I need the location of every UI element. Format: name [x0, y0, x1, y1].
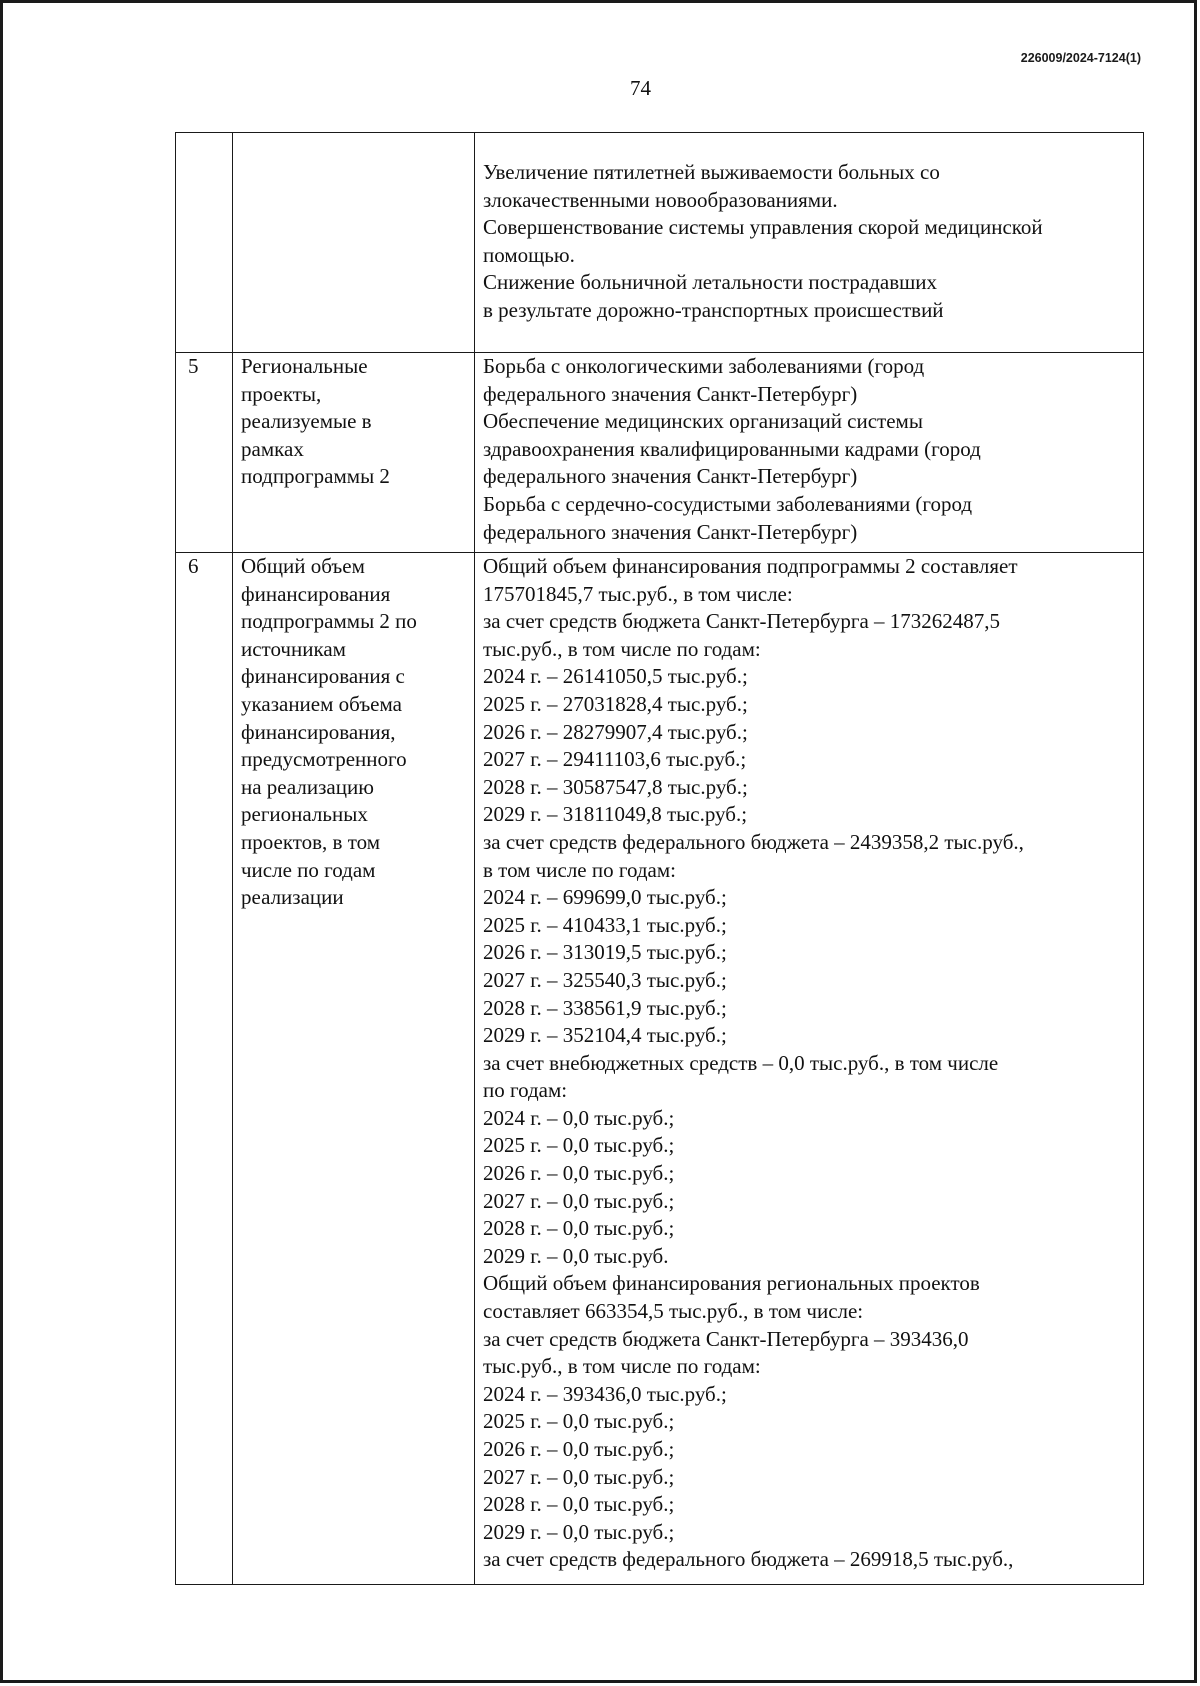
content-line: помощью. — [483, 242, 575, 267]
row-content-cell — [475, 133, 1144, 353]
label-line: проектов, в том — [241, 829, 381, 854]
content-line: 2024 г. – 0,0 тыс.руб.; — [483, 1105, 675, 1130]
content-line: 2024 г. – 26141050,5 тыс.руб.; — [483, 664, 748, 689]
content-line: за счет средств федерального бюджета – 2439358,2 тыс.руб., — [483, 829, 1024, 854]
content-line: составляет 663354,5 тыс.руб., в том числе: — [483, 1299, 864, 1324]
content-line: федерального значения Санкт-Петербург) — [483, 381, 858, 406]
label-line: указанием объема — [241, 691, 402, 716]
row-label-cell — [233, 553, 475, 1585]
content-line: 2028 г. – 30587547,8 тыс.руб.; — [483, 774, 748, 799]
content-line: Борьба с онкологическими заболеваниями (город — [483, 354, 925, 378]
content-line: 2029 г. – 0,0 тыс.руб.; — [483, 1519, 675, 1544]
content-line: тыс.руб., в том числе по годам: — [483, 636, 761, 661]
label-line: подпрограммы 2 по — [241, 609, 417, 634]
content-line: в результате дорожно-транспортных происшествий — [483, 297, 944, 322]
content-line: за счет средств бюджета Санкт-Петербурга – 393436,0 — [483, 1326, 969, 1351]
row-number: 6 — [188, 554, 199, 578]
content-line: злокачественными новообразованиями. — [483, 187, 838, 212]
row-number-cell — [176, 133, 233, 353]
content-line: Снижение больничной летальности пострадавших — [483, 270, 938, 295]
document-id: 226009/2024-7124(1) — [1020, 51, 1141, 65]
content-line: в том числе по годам: — [483, 857, 676, 882]
content-line: Общий объем финансирования подпрограммы 2 составляет — [483, 554, 1018, 578]
content-line: 2025 г. – 0,0 тыс.руб.; — [483, 1409, 675, 1434]
content-line: 2026 г. – 28279907,4 тыс.руб.; — [483, 719, 748, 744]
content-line: 2027 г. – 0,0 тыс.руб.; — [483, 1464, 675, 1489]
content-line: 175701845,7 тыс.руб., в том числе: — [483, 581, 793, 606]
label-line: финансирования, — [241, 719, 396, 744]
content-line: тыс.руб., в том числе по годам: — [483, 1354, 761, 1379]
label-line: Региональные — [241, 354, 368, 378]
label-line: числе по годам — [241, 857, 376, 882]
label-line: источникам — [241, 636, 346, 661]
content-line: 2025 г. – 0,0 тыс.руб.; — [483, 1133, 675, 1158]
label-line: региональных — [241, 802, 368, 827]
content-line: за счет средств бюджета Санкт-Петербурга – 173262487,5 — [483, 609, 1001, 634]
content-line: 2027 г. – 0,0 тыс.руб.; — [483, 1188, 675, 1213]
content-line: Увеличение пятилетней выживаемости больных со — [483, 160, 940, 184]
content-line: здравоохранения квалифицированными кадрами (город — [483, 436, 981, 461]
label-line: проекты, — [241, 381, 322, 406]
content-line: 2027 г. – 325540,3 тыс.руб.; — [483, 967, 727, 992]
label-line: на реализацию — [241, 774, 374, 799]
row-number-cell — [176, 553, 233, 1585]
row-label-cell — [233, 133, 475, 353]
content-line: 2027 г. – 29411103,6 тыс.руб.; — [483, 747, 747, 772]
label-line: финансирования — [241, 581, 391, 606]
content-line: 2026 г. – 313019,5 тыс.руб.; — [483, 940, 727, 965]
content-line: 2029 г. – 352104,4 тыс.руб.; — [483, 1023, 727, 1048]
content-line: 2028 г. – 338561,9 тыс.руб.; — [483, 995, 727, 1020]
label-line: Общий объем — [241, 554, 365, 578]
content-line: Совершенствование системы управления скорой медицинской — [483, 215, 1043, 240]
content-line: 2024 г. – 699699,0 тыс.руб.; — [483, 885, 727, 910]
content-line: 2028 г. – 0,0 тыс.руб.; — [483, 1492, 675, 1517]
label-line: реализации — [241, 885, 344, 910]
row-label-cell — [233, 353, 475, 553]
content-line: 2025 г. – 410433,1 тыс.руб.; — [483, 912, 727, 937]
table-row — [176, 353, 1144, 553]
row-content-cell — [475, 553, 1144, 1585]
label-line: финансирования с — [241, 664, 405, 689]
content-line: за счет внебюджетных средств – 0,0 тыс.руб., в том числе — [483, 1050, 999, 1075]
page-number: 74 — [630, 76, 651, 100]
content-line: 2024 г. – 393436,0 тыс.руб.; — [483, 1381, 727, 1406]
content-line: федерального значения Санкт-Петербург) — [483, 464, 858, 489]
content-line: 2028 г. – 0,0 тыс.руб.; — [483, 1216, 675, 1241]
row-number-cell — [176, 353, 233, 553]
content-line: 2029 г. – 0,0 тыс.руб. — [483, 1243, 669, 1268]
label-line: подпрограммы 2 — [241, 464, 390, 489]
content-line: по годам: — [483, 1078, 568, 1103]
row-content-cell — [475, 353, 1144, 553]
content-line: Обеспечение медицинских организаций системы — [483, 409, 923, 434]
table-row — [176, 133, 1144, 353]
program-table — [175, 132, 1144, 1585]
content-line: 2029 г. – 31811049,8 тыс.руб.; — [483, 802, 748, 827]
label-line: реализуемые в — [241, 409, 372, 434]
label-line: предусмотренного — [241, 747, 407, 772]
row-number: 5 — [188, 354, 199, 378]
content-line: Общий объем финансирования региональных проектов — [483, 1271, 980, 1296]
content-line: 2026 г. – 0,0 тыс.руб.; — [483, 1161, 675, 1186]
content-line: за счет средств федерального бюджета – 269918,5 тыс.руб., — [483, 1547, 1014, 1572]
content-line: федерального значения Санкт-Петербург) — [483, 519, 858, 544]
content-line: 2025 г. – 27031828,4 тыс.руб.; — [483, 691, 748, 716]
table-row — [176, 553, 1144, 1585]
label-line: рамках — [241, 436, 304, 461]
content-line: Борьба с сердечно-сосудистыми заболеваниями (город — [483, 491, 973, 516]
content-line: 2026 г. – 0,0 тыс.руб.; — [483, 1437, 675, 1461]
